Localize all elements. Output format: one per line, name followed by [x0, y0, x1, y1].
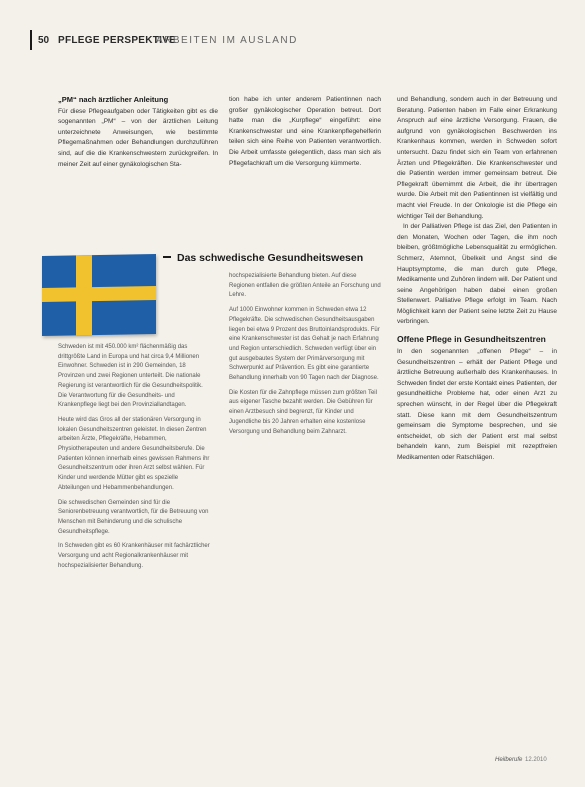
article-column-3	[397, 95, 557, 755]
infobox-paragraph: Die schwedischen Gemeinden sind für die Seniorenbetreuung verantwortlich, für die Betreuung von Menschen mit Behinderung und die schulische Gesundheitspflege.	[58, 499, 209, 535]
pm-heading: „PM“ nach ärztlicher Anleitung	[58, 95, 169, 104]
flag-cross-horizontal	[42, 286, 156, 302]
section-title: PFLEGE PERSPEKTIVE	[58, 35, 177, 46]
article-column-1	[58, 95, 218, 170]
col3-paragraph-1: und Behandlung, sondern auch in der Betreuung und Beratung. Patienten haben im Falle einer Erkrankung Anspruch auf eine ärztliche Versorgung. Frauen, die aufgrund von gynäkologischen Beschwerden ins Krankenhaus kommen, werden in Schweden sofort untersucht. Dazu findet sich ein Team von erfahrenen Ärzten und Pflegekräften. Die Krankenschwester und die Patientin werden immer gemeinsam betreut. Die Pflegekraft übernimmt die Arbeit, die ihr übertragen wurde. Die Arbeit mit den Patientinnen ist vielfältig und macht viel Freude. In der Onkologie ist die Pflege ein wichtiger Teil der Behandlung.	[397, 96, 557, 220]
infobox-paragraph: Heute wird das Gros all der stationären Versorgung in lokalen Gesundheitszentren geleistet. In diesen Zentren arbeiten Ärzte, Pflegekräfte, Hebammen, Physiotherapeuten und andere Gesundheitsberufe. Die Patienten können innerhalb eines gewissen Rahmens ihr Gesundheitszentrum oder ihren Arzt selbst wählen. Für Kinder und werdende Mütter gibt es spezielle Abteilungen und Hebammenbehandlungen.	[58, 416, 210, 491]
col2-paragraph: tion habe ich unter anderem Patientinnen nach großer gynäkologischer Operation betreut. Dort hatte man die „Kurpflege“ eingeführt: eine Krankenschwester und eine Krankenpflegehelferin teilen sich eine Reihe von Patienten verantwortlich. Die Arbeit umfasste gelegentlich, dass man sich als Pflegefachkraft um die Versorgung kümmerte.	[229, 96, 381, 167]
subsection-title: ARBEITEN IM AUSLAND	[156, 35, 298, 46]
header-rule	[30, 30, 32, 50]
col3-paragraph-2: In der Palliativen Pflege ist das Ziel, den Patienten in den Monaten, Wochen oder Tagen, die ihm noch bleiben, größtmögliche Lebensqualität zu ermöglichen. Schmerz, Atemnot, Übelkeit und Angst sind die Hauptsymptome, die man durch gute Pflege, Medikamente und Zuhören lindern will. Der Patient und seine Angehörigen haben dabei einen großen Stellenwert. Palliative Pflege erfolgt im Team. Nach Möglichkeit kann der Patient seine letzte Zeit zu Hause verbringen.	[397, 223, 557, 326]
page-number: 50	[38, 35, 50, 46]
open-care-heading: Offene Pflege in Gesundheitszentren	[397, 334, 546, 345]
footer-date: 12.2010	[525, 757, 547, 763]
infobox-paragraph: Die Kosten für die Zahnpflege müssen zum größten Teil aus eigener Tasche bezahlt werden. Die Gebühren für einen Arztbesuch sind begrenzt, für Kinder und Jugendliche bis 20 Jahren erhalten eine kostenlose Versorgung und Behandlung beim Zahnarzt.	[229, 389, 377, 435]
infobox-paragraph: Schweden ist mit 450.000 km² flächenmäßig das drittgrößte Land in Europa und hat circa 9,4 Millionen Einwohner. Schweden ist in 290 Gemeinden, 18 Provinzen und zwei Regionen unterteilt. Die nationale Regierung ist verantwortlich für die Gesundheitspolitik. Die Verantwortung für die Gesundheits- und Krankenpflege liegt bei den Provinziallandtagen.	[58, 344, 203, 409]
infobox-paragraph: In Schweden gibt es 60 Krankenhäuser mit fachärztlicher Versorgung und acht Regionalkrankenhäuser mit hochspezialisierter Behandlung.	[58, 543, 210, 569]
infobox-left-column	[58, 343, 210, 763]
infobox-paragraph: Auf 1000 Einwohner kommen in Schweden etwa 12 Pflegekräfte. Die schwedischen Gesundheitsausgaben liegen bei etwa 9 Prozent des Bruttoinlandsprodukts. Für eine Krankenschwester ist das Gehalt je nach Erfahrung und Region unterschiedlich. Schweden verfügt über ein gut ausgebautes System der Primärversorgung mit Schwerpunkt auf Prävention. Es gibt eine garantierte Behandlung innerhalb von 90 Tagen nach der Diagnose.	[229, 307, 380, 382]
footer-magazine: Heilberufe	[495, 757, 523, 763]
infobox-title: Das schwedische Gesundheitswesen	[177, 252, 364, 264]
infobox-right-column	[229, 272, 381, 582]
infobox-rule	[163, 256, 171, 258]
infobox-paragraph: hochspezialisierte Behandlung bieten. Auf diese Regionen entfallen die größten Anteile an Forschung und Lehre.	[229, 273, 381, 299]
col3-paragraph-3: In den sogenannten „offenen Pflege“ – in Gesundheitszentren – erhält der Patient Pflege und ärztliche Betreuung außerhalb des Krankenhauses. In Schweden findet der erste Kontakt eines Patienten, der gesundheitliche Probleme hat, oder einen Arzt zu sprechen wünscht, in der Regel über die Pflegekraft statt. Diese kann mit dem Gesundheitszentrum gemeinsam die Symptome besprechen, und sie entscheidet, ob sich der Patient erst mal selbst behandeln kann, zum Beispiel mit rezeptfreien Medikamenten oder Ratschlägen.	[397, 348, 557, 461]
col1-paragraph: Für diese Pflegeaufgaben oder Tätigkeiten gibt es die sogenannten „PM“ – von der ärztlichen Leitung unterzeichnete Anweisungen, wie bestimmte Pflegemaßnahmen oder Behandlungen durchzuführen sind, auf die die Krankenschwestern zurückgreifen. In meiner Zeit auf einer gynäkologischen Sta-	[58, 107, 218, 168]
swedish-flag-image	[42, 254, 156, 336]
article-column-2	[229, 95, 381, 245]
